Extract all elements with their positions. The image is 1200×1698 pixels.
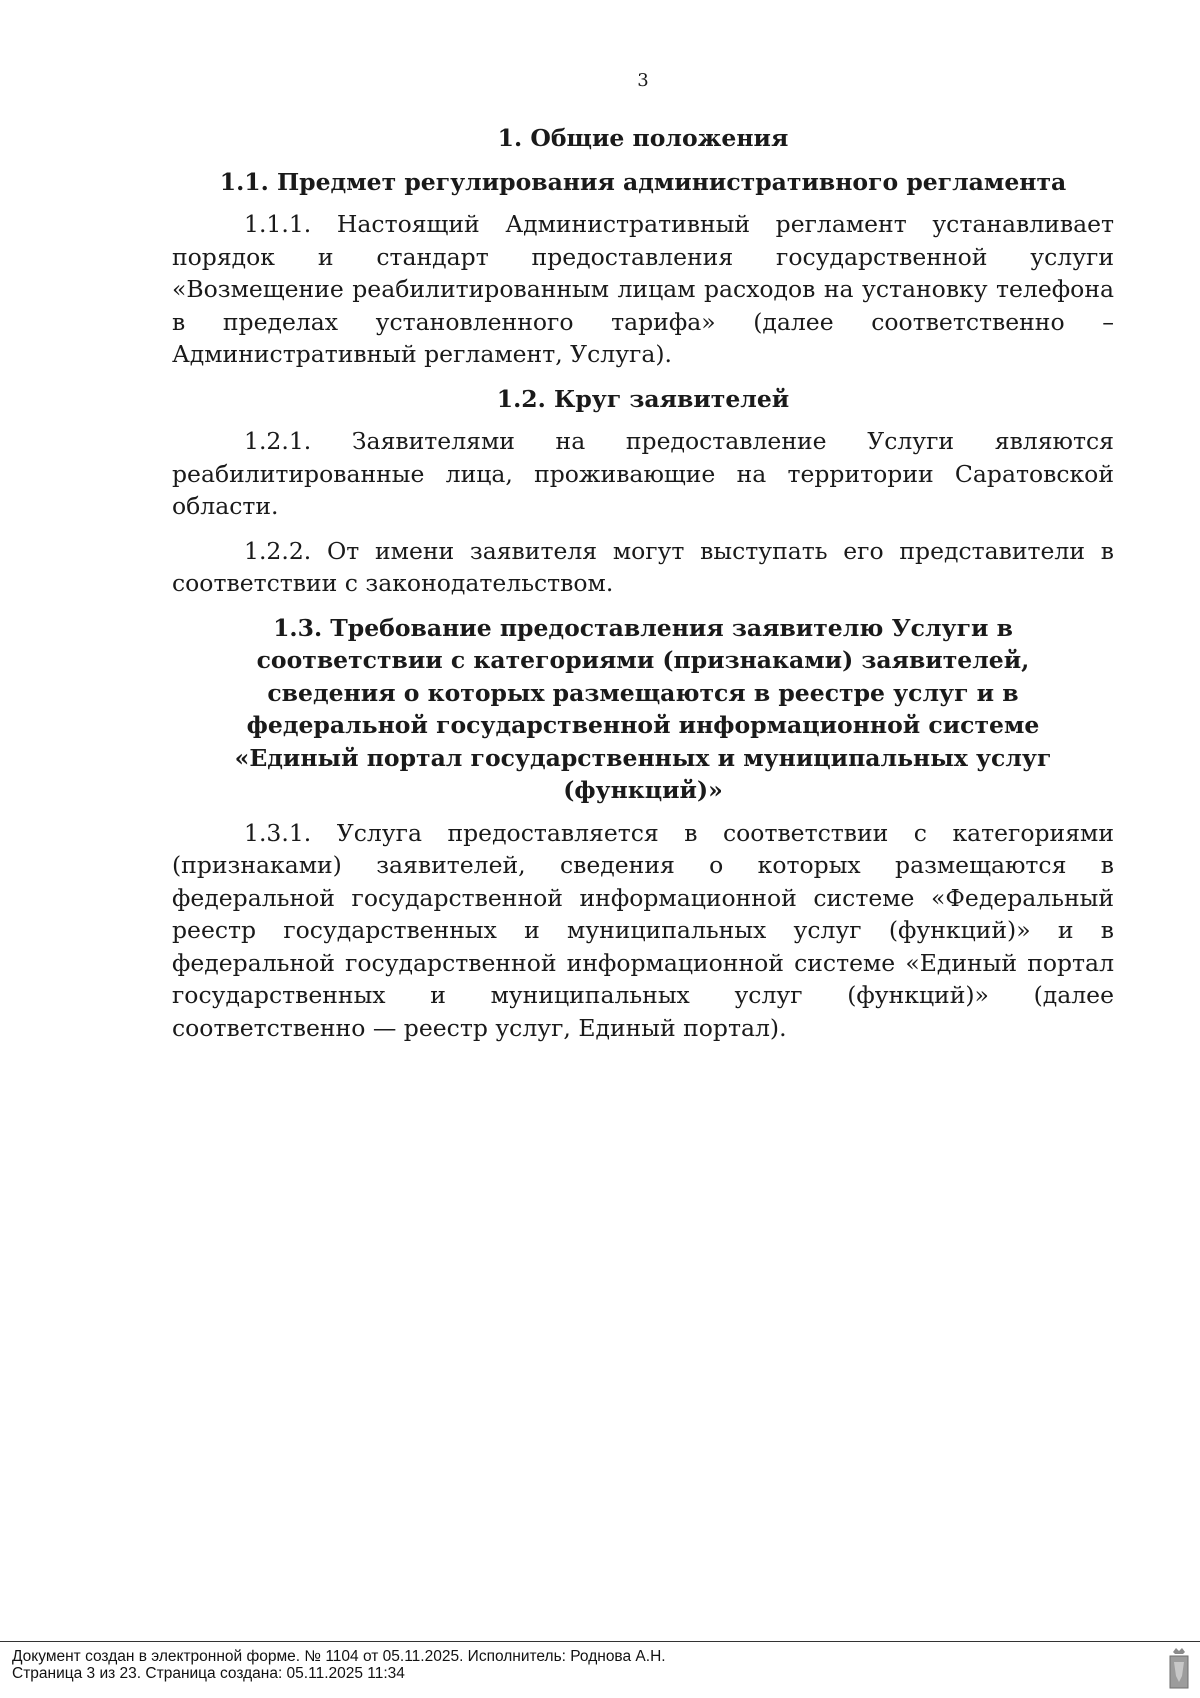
footer-line-2: Страница 3 из 23. Страница создана: 05.11.2025 11:34 — [12, 1665, 405, 1682]
section-1-title: 1. Общие положения — [497, 124, 789, 152]
paragraph-1-2-2: 1.2.2. От имени заявителя могут выступать его представители в соответствии с законодательством. — [172, 536, 1114, 597]
paragraph-1-1-1: 1.1.1. Настоящий Административный регламент устанавливает порядок и стандарт предоставления государственной услуги «Возмещение реабилитированным лицам расходов на установку телефона в пределах установленного тарифа» (далее соответственно – Административный регламент, Услуга). — [172, 210, 1114, 368]
document-footer — [0, 1641, 1200, 1682]
coat-of-arms-icon — [1168, 1646, 1190, 1690]
page-number: 3 — [637, 70, 649, 91]
section-1-2-title: 1.2. Круг заявителей — [496, 384, 790, 413]
document-body — [172, 122, 1114, 1056]
footer-line-1: Документ создан в электронной форме. № 1104 от 05.11.2025. Исполнитель: Роднова А.Н. — [12, 1648, 666, 1665]
paragraph-1-3-1: 1.3.1. Услуга предоставляется в соответствии с категориями (признаками) заявителей, сведения о которых размещаются в федеральной государственной информационной системе «Федеральный реестр государственных и муниципальных услуг (функций)» и в федеральной государственной информационной системе «Единый портал государственных и муниципальных услуг (функций)» (далее соответственно — реестр услуг, Единый портал). — [172, 818, 1114, 1042]
section-1-1-title: 1.1. Предмет регулирования административного регламента — [219, 167, 1067, 196]
footer-text — [12, 1648, 666, 1682]
paragraph-1-2-1: 1.2.1. Заявителями на предоставление Услуги являются реабилитированные лица, проживающие на территории Саратовской области. — [172, 427, 1114, 520]
section-1-3-title: 1.3. Требование предоставления заявителю Услуги в соответствии с категориями (признаками) заявителей, сведения о которых размещаются в реестре услуг и в федеральной государственной информационной системе «Единый портал государственных и муниципальных услуг (функций)» — [234, 613, 1052, 804]
